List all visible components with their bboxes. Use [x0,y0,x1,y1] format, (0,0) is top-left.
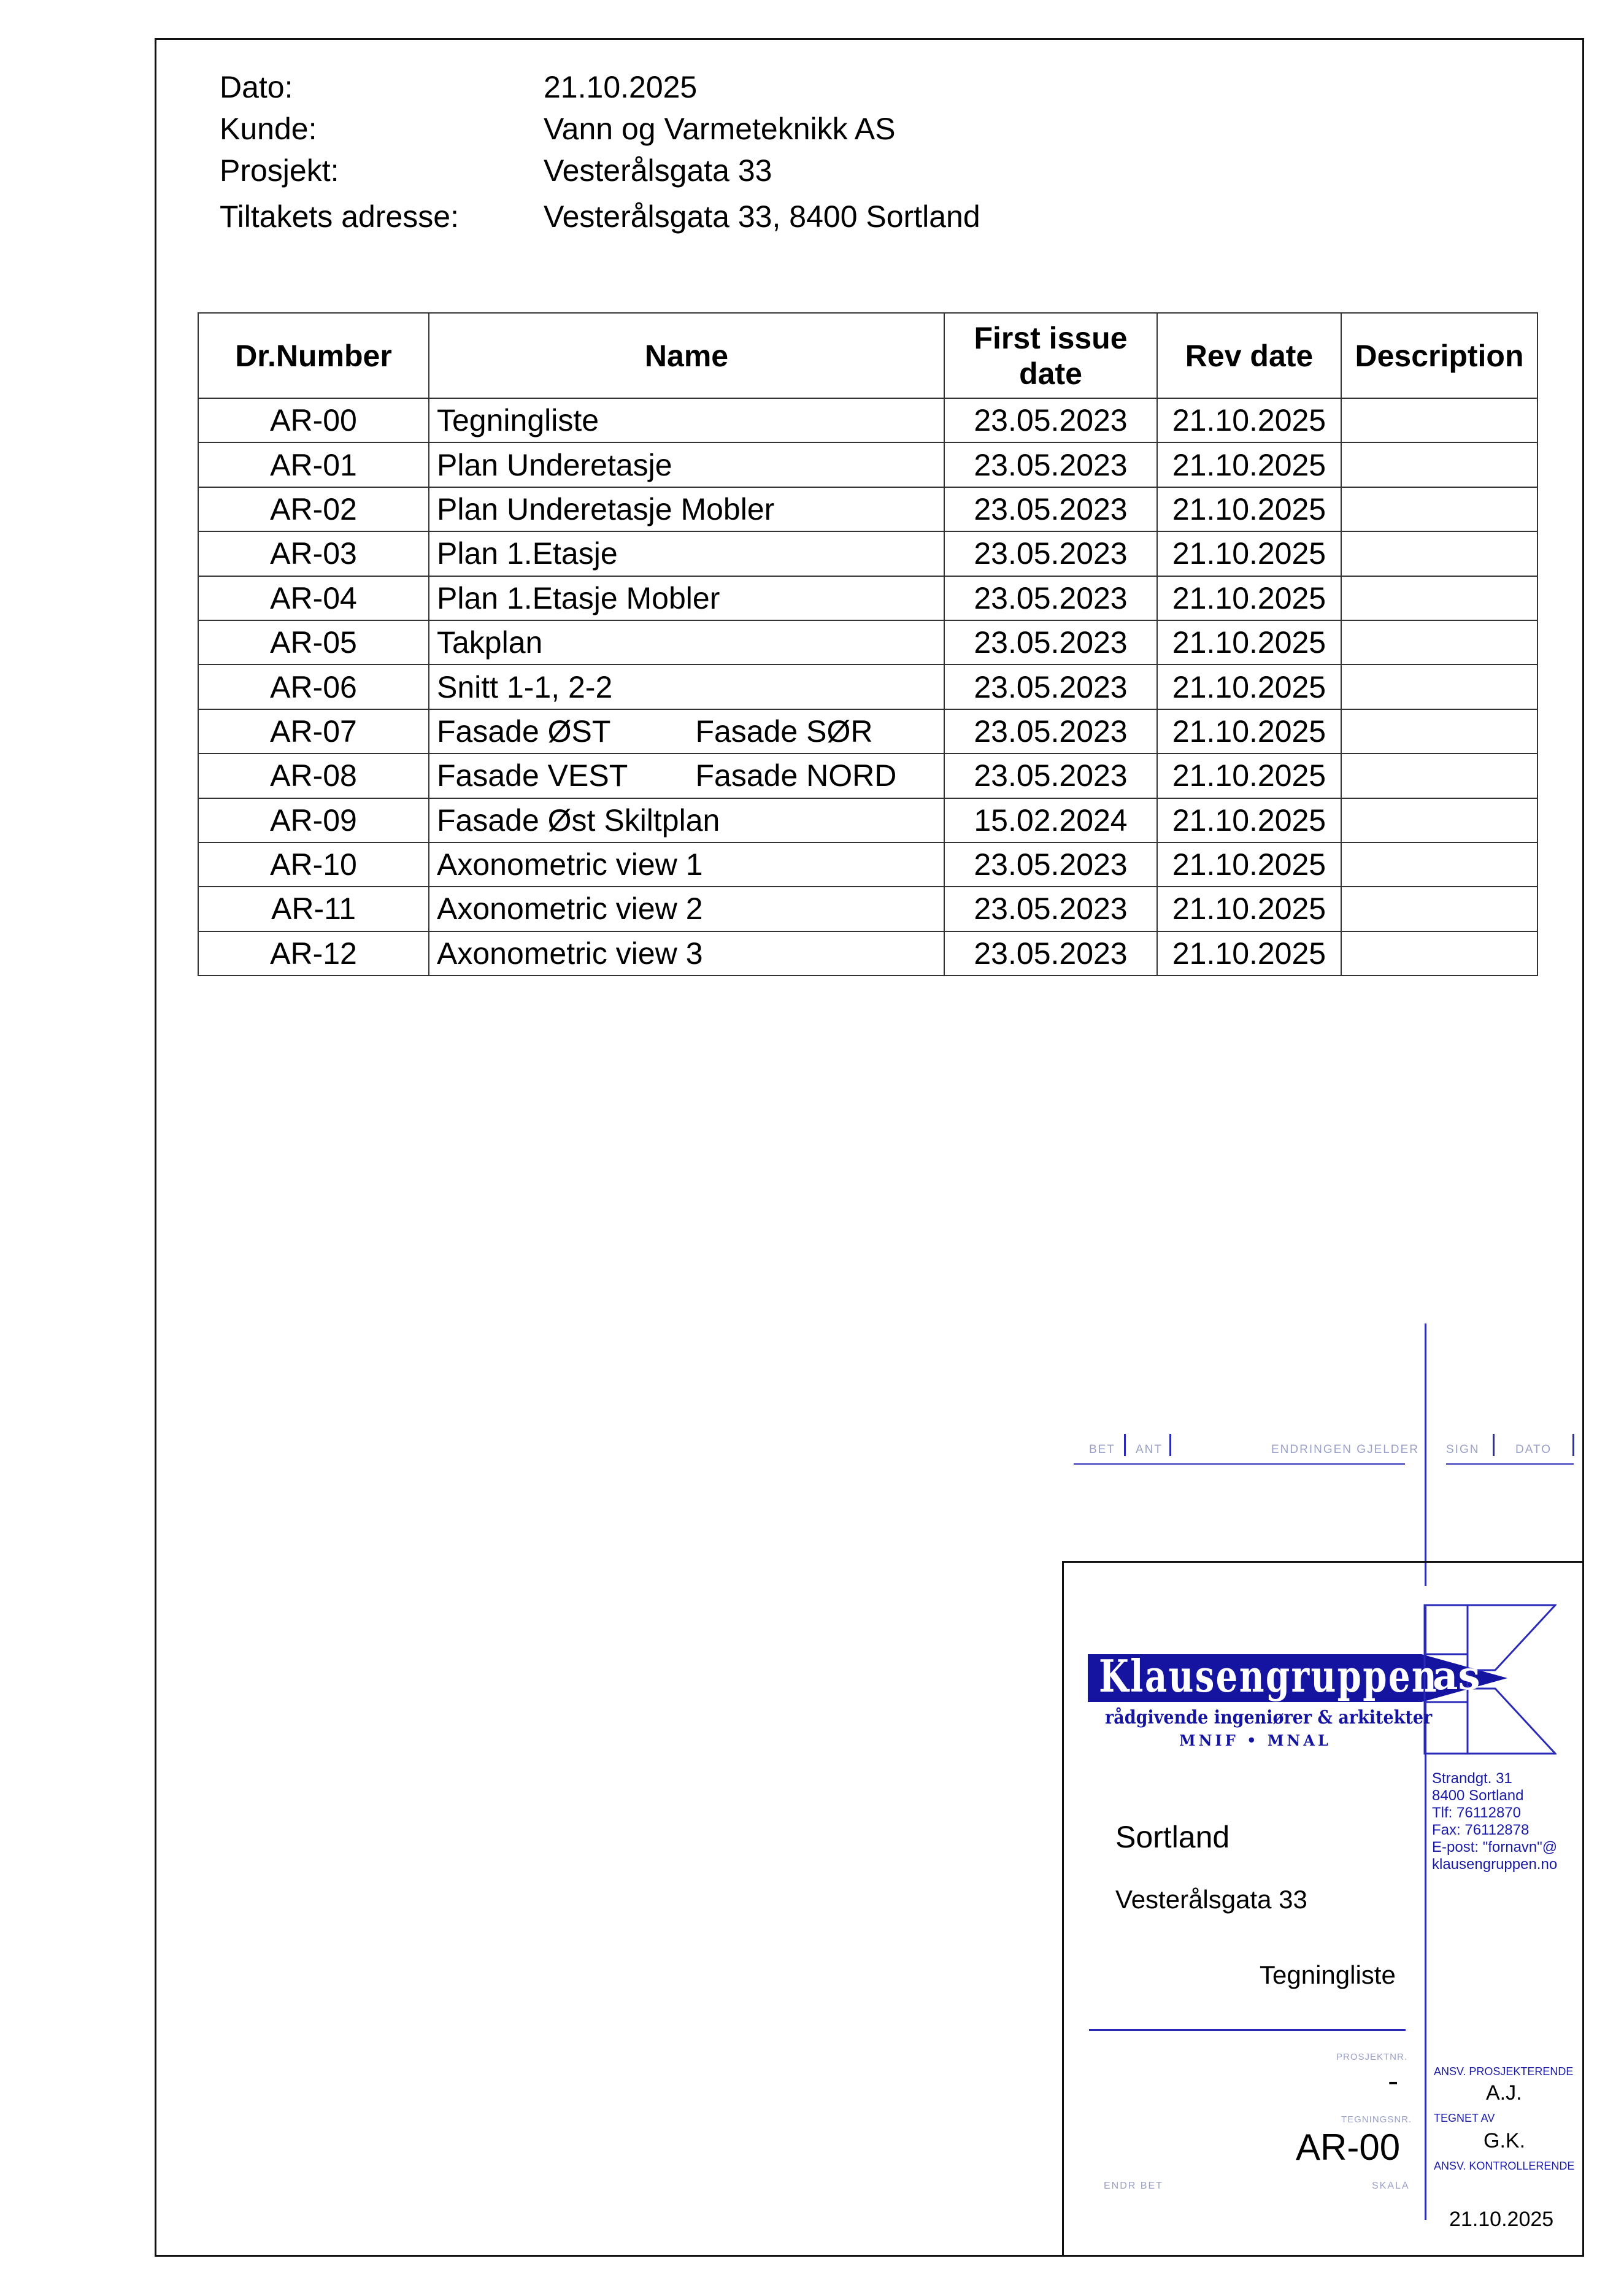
contact-info [1432,1770,1557,1873]
description [1341,665,1537,709]
contact-line: Strandgt. 31 [1432,1770,1512,1787]
address-value: Vesterålsgata 33, 8400 Sortland [544,199,980,234]
rev-date: 21.10.2025 [1157,487,1341,531]
date-label: Dato: [220,70,293,104]
rev-date: 21.10.2025 [1157,620,1341,665]
title-block-left-border [1062,1561,1064,2257]
description [1341,620,1537,665]
drawing-name: Plan 1.Etasje [429,531,944,576]
rev-date: 21.10.2025 [1157,531,1341,576]
ansv-prosjekterende-label: ANSV. PROSJEKTERENDE [1434,2065,1574,2078]
description [1341,442,1537,487]
customer-label: Kunde: [220,112,317,146]
project-name: Vesterålsgata 33 [1115,1885,1307,1914]
table-row [198,487,1537,531]
first-issue-date: 23.05.2023 [944,398,1157,442]
table-header-row [198,313,1537,398]
bet-label: BET [1089,1443,1115,1456]
contact-line: E-post: "fornavn"@ [1432,1839,1558,1855]
drawing-name: Fasade ØST Fasade SØR [429,709,944,753]
first-issue-date: 23.05.2023 [944,887,1157,931]
table-row [198,709,1537,753]
dato-label: DATO [1515,1443,1552,1456]
rev-date: 21.10.2025 [1157,887,1341,931]
description [1341,398,1537,442]
tegnet-av-value: G.K. [1484,2129,1526,2152]
drawing-number: AR-10 [198,842,429,887]
ansv-prosjekterende-value: A.J. [1486,2081,1522,2105]
ant-label: ANT [1136,1443,1163,1456]
rev-date: 21.10.2025 [1157,398,1341,442]
drawing-name: Snitt 1-1, 2-2 [429,665,944,709]
table-body [198,398,1537,976]
tegnet-av-label: TEGNET AV [1434,2112,1495,2124]
description [1341,842,1537,887]
first-issue-date: 23.05.2023 [944,620,1157,665]
first-issue-date: 23.05.2023 [944,931,1157,976]
drawing-name: Plan Underetasje [429,442,944,487]
description [1341,487,1537,531]
first-issue-date: 23.05.2023 [944,665,1157,709]
drawing-number: AR-09 [198,798,429,842]
ansv-kontrollerende-label: ANSV. KONTROLLERENDE [1434,2160,1575,2172]
description [1341,753,1537,798]
project-label: Prosjekt: [220,153,339,188]
logo-members: MNIF • MNAL [1179,1732,1331,1749]
rev-date: 21.10.2025 [1157,842,1341,887]
col-header-number: Dr.Number [198,313,429,398]
drawing-name: Takplan [429,620,944,665]
revision-divider [1425,1323,1426,1586]
drawing-number: AR-08 [198,753,429,798]
description [1341,709,1537,753]
table-row [198,887,1537,931]
first-issue-date: 23.05.2023 [944,753,1157,798]
drawing-number: AR-00 [198,398,429,442]
col-header-first-issue: First issue date [944,313,1157,398]
drawing-number: AR-12 [198,931,429,976]
drawing-number: AR-04 [198,576,429,620]
first-issue-date: 23.05.2023 [944,576,1157,620]
table-row [198,576,1537,620]
table-row [198,931,1537,976]
description [1341,887,1537,931]
contact-line: Tlf: 76112870 [1432,1805,1521,1821]
revision-tick [1124,1434,1126,1456]
revision-tick [1572,1434,1574,1456]
table-row [198,753,1537,798]
drawing-number: AR-07 [198,709,429,753]
tegningsnr-label: TEGNINGSNR. [1341,2114,1412,2125]
title-block-date: 21.10.2025 [1449,2208,1554,2231]
rev-date: 21.10.2025 [1157,576,1341,620]
first-issue-date: 23.05.2023 [944,709,1157,753]
drawing-number: AR-02 [198,487,429,531]
rev-date: 21.10.2025 [1157,709,1341,753]
tegningsnr-value: AR-00 [1296,2127,1401,2168]
description [1341,931,1537,976]
logo-tagline: rådgivende ingeniører & arkitekter [1105,1707,1433,1728]
first-issue-date: 23.05.2023 [944,487,1157,531]
drawing-name: Axonometric view 3 [429,931,944,976]
rev-date: 21.10.2025 [1157,798,1341,842]
col-header-description: Description [1341,313,1537,398]
first-issue-date: 23.05.2023 [944,842,1157,887]
col-header-rev-date: Rev date [1157,313,1341,398]
logo-suffix: as [1433,1653,1480,1699]
table-row [198,620,1537,665]
table-row [198,665,1537,709]
first-issue-date: 23.05.2023 [944,531,1157,576]
table-row [198,531,1537,576]
drawing-name: Axonometric view 2 [429,887,944,931]
company-logo [1084,1603,1557,1756]
drawing-number: AR-01 [198,442,429,487]
drawing-number: AR-05 [198,620,429,665]
revision-tick [1169,1434,1171,1456]
drawing-name: Fasade VEST Fasade NORD [429,753,944,798]
drawing-number: AR-03 [198,531,429,576]
revision-tick [1493,1434,1495,1456]
address-label: Tiltakets adresse: [220,199,459,234]
place-name: Sortland [1115,1820,1230,1854]
contact-line: Fax: 76112878 [1432,1822,1530,1838]
title-underline [1089,2029,1406,2031]
endr-bet-label: ENDR BET [1104,2181,1163,2191]
prosjektnr-value: - [1388,2063,1399,2099]
table-row [198,798,1537,842]
col-header-name: Name [429,313,944,398]
rev-date: 21.10.2025 [1157,931,1341,976]
first-issue-date: 23.05.2023 [944,442,1157,487]
revision-underline-sign [1446,1463,1574,1465]
drawing-name: Fasade Øst Skiltplan [429,798,944,842]
rev-date: 21.10.2025 [1157,665,1341,709]
skala-label: SKALA [1372,2181,1410,2191]
revision-underline [1074,1463,1405,1465]
contact-line: klausengruppen.no [1432,1856,1558,1873]
drawing-number: AR-11 [198,887,429,931]
rev-date: 21.10.2025 [1157,442,1341,487]
logo-name: Klausengruppen [1099,1650,1439,1702]
prosjektnr-label: PROSJEKTNR. [1336,2052,1408,2062]
drawing-name: Axonometric view 1 [429,842,944,887]
drawing-number: AR-06 [198,665,429,709]
table-row [198,398,1537,442]
customer-value: Vann og Varmeteknikk AS [544,112,896,146]
description [1341,798,1537,842]
drawing-name: Plan 1.Etasje Mobler [429,576,944,620]
title-block-top-border [1062,1561,1584,1563]
endringen-label: ENDRINGEN GJELDER [1271,1443,1419,1456]
drawing-title: Tegningliste [1260,1960,1396,1989]
table-row [198,442,1537,487]
rev-date: 21.10.2025 [1157,753,1341,798]
drawing-name: Tegningliste [429,398,944,442]
table-row [198,842,1537,887]
drawing-name: Plan Underetasje Mobler [429,487,944,531]
description [1341,531,1537,576]
contact-line: 8400 Sortland [1432,1787,1524,1804]
date-value: 21.10.2025 [544,70,698,104]
project-value: Vesterålsgata 33 [544,153,772,188]
description [1341,576,1537,620]
drawing-list-table [198,312,1538,976]
sign-label: SIGN [1446,1443,1480,1456]
first-issue-date: 15.02.2024 [944,798,1157,842]
